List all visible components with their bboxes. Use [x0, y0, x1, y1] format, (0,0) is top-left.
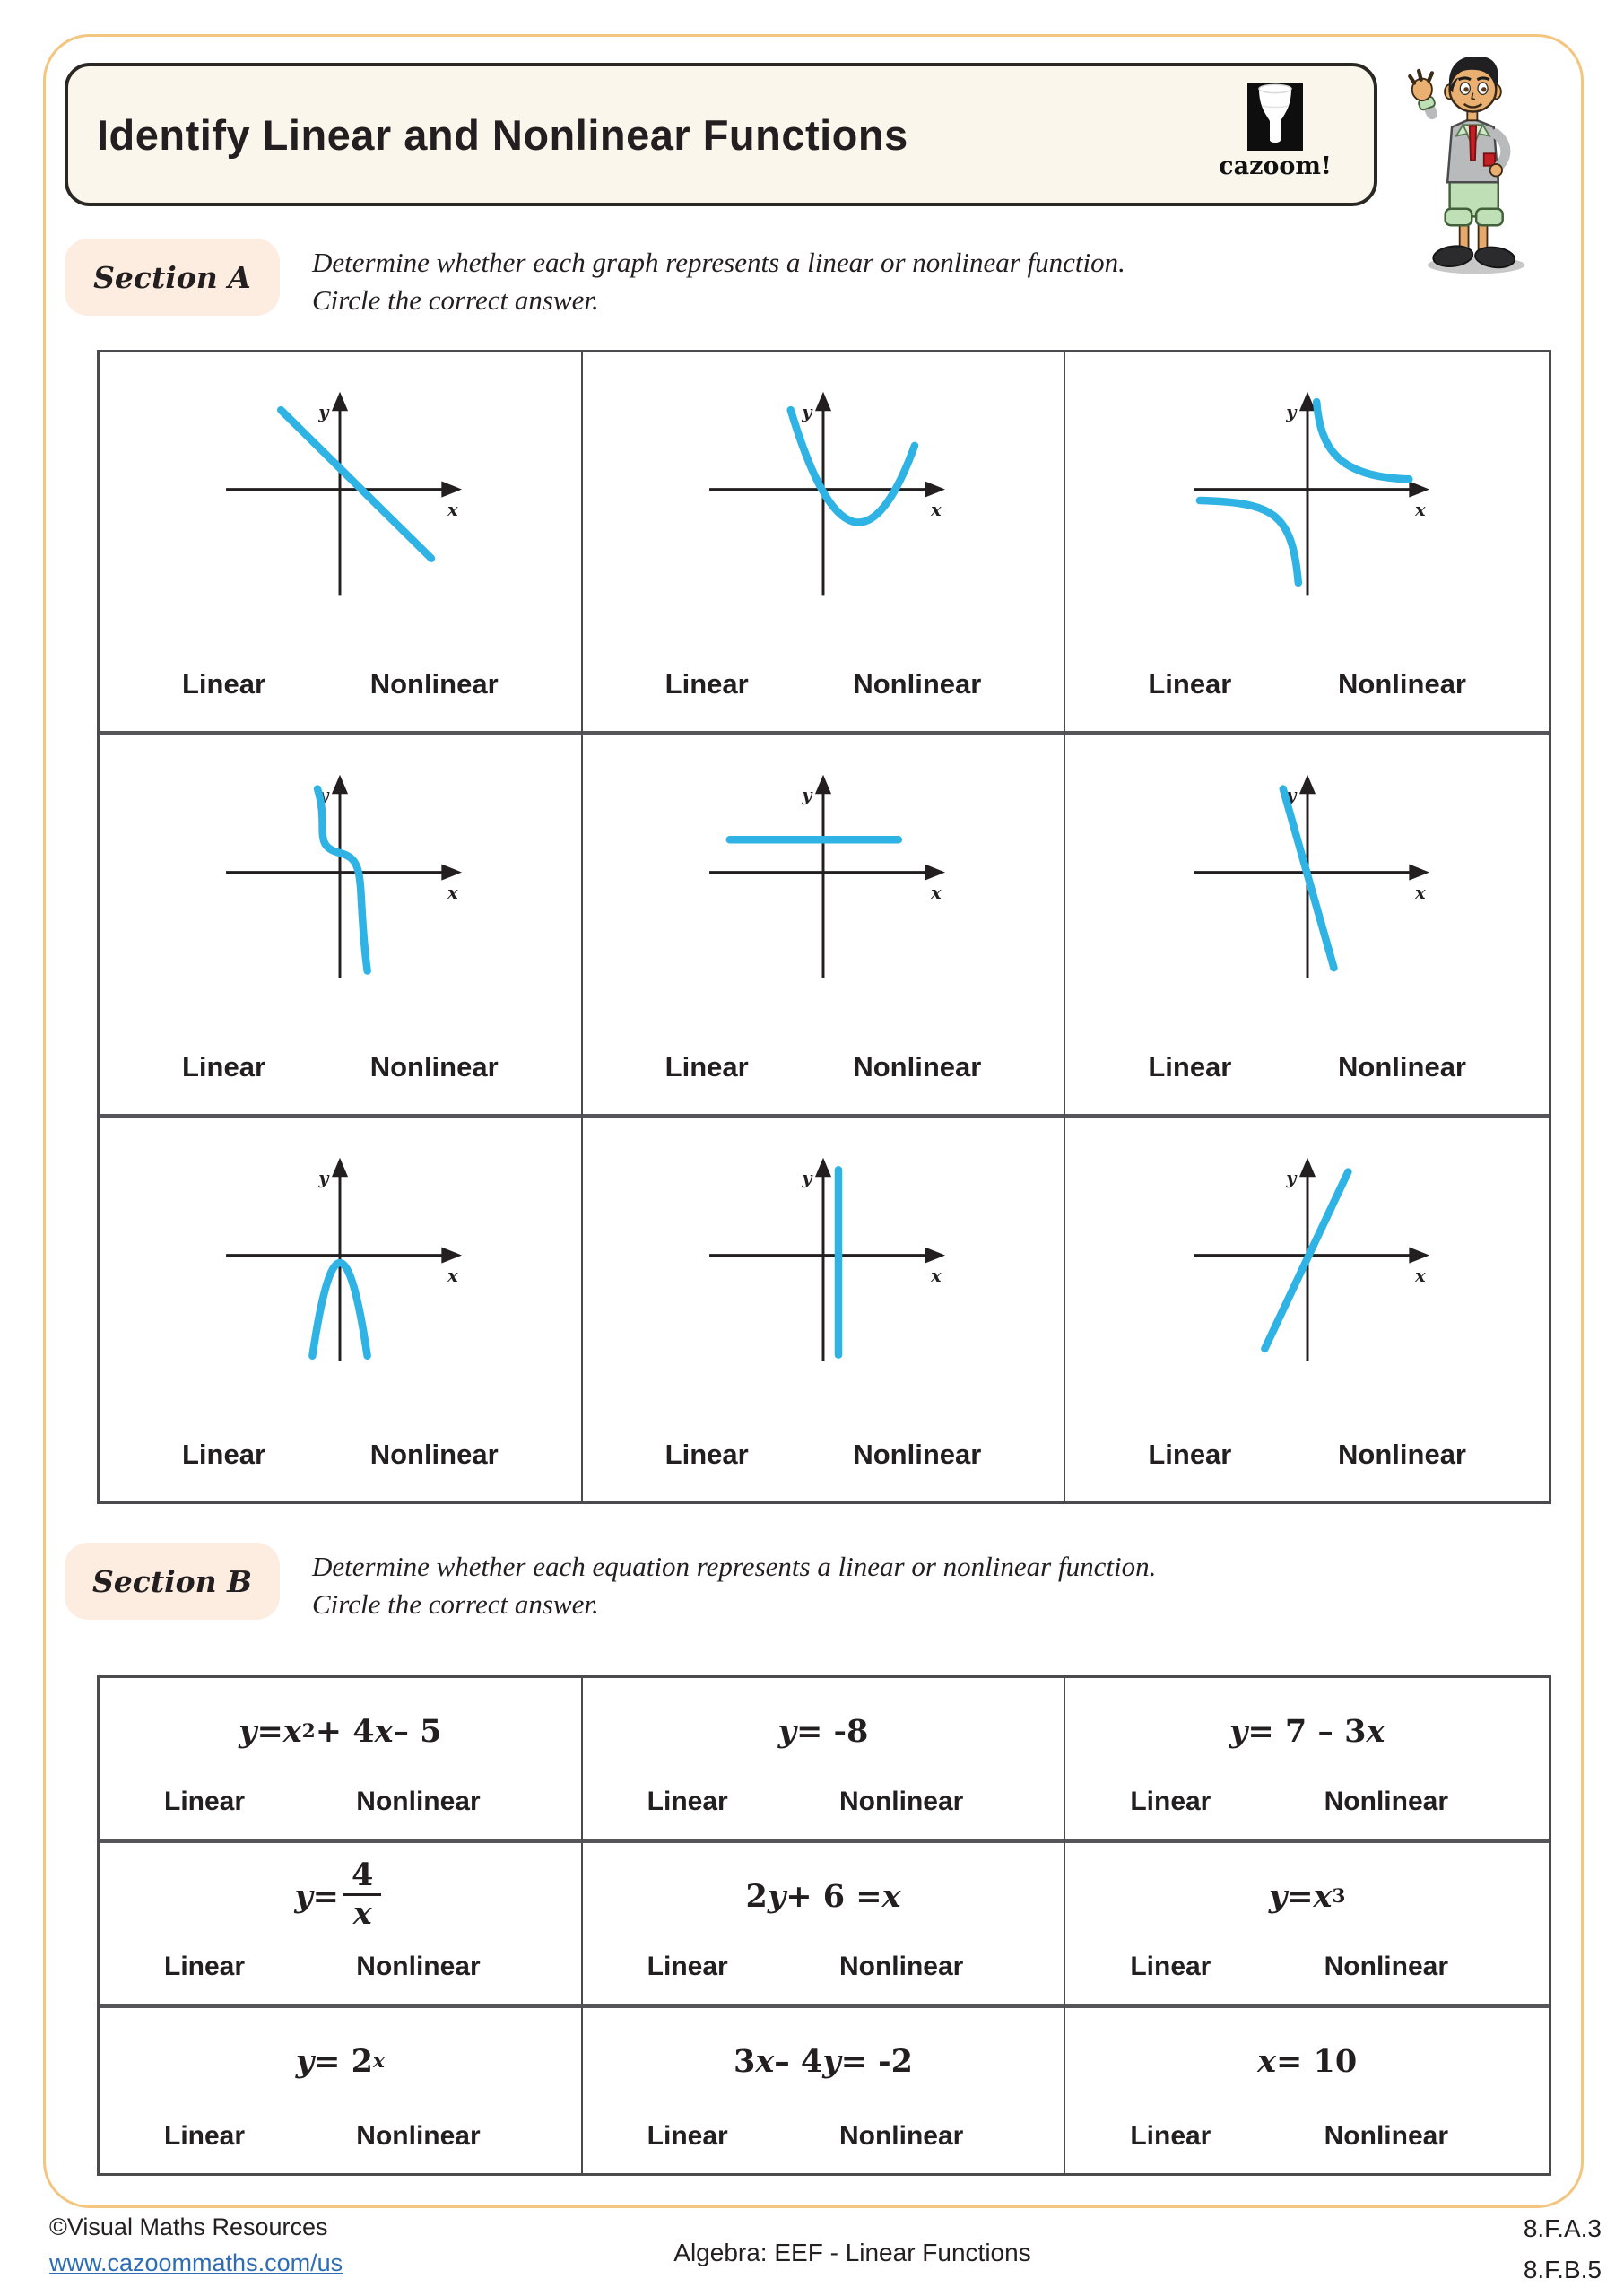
graph-plot	[671, 1145, 976, 1379]
footer-topic: Algebra: EEF - Linear Functions	[673, 2239, 1031, 2266]
option-nonlinear[interactable]: Nonlinear	[369, 1051, 499, 1083]
graph-cell-5	[583, 735, 1066, 1118]
section-a-instructions	[312, 244, 1125, 319]
answer-options	[1148, 668, 1466, 700]
option-nonlinear[interactable]: Nonlinear	[356, 1952, 481, 1981]
equation-cell-3	[1065, 1678, 1549, 1843]
answer-options	[1148, 1439, 1466, 1471]
answer-options	[182, 668, 499, 700]
graph-cell-9	[1065, 1118, 1549, 1501]
answer-options	[1130, 2121, 1448, 2152]
answer-options	[1148, 1051, 1466, 1083]
footer-attribution	[49, 2213, 343, 2277]
graph-plot	[187, 762, 492, 996]
option-linear[interactable]: Linear	[1130, 1952, 1211, 1981]
option-nonlinear[interactable]: Nonlinear	[369, 668, 499, 700]
answer-options	[164, 2121, 481, 2152]
graph-cell-3	[1065, 352, 1549, 735]
option-linear[interactable]: Linear	[182, 668, 266, 700]
option-linear[interactable]: Linear	[1148, 668, 1232, 700]
answer-options	[1130, 1952, 1448, 1982]
y-axis-label: y	[1285, 785, 1297, 806]
answer-options	[647, 2121, 964, 2152]
equation-text: 2 y + 6 = x	[745, 1877, 901, 1915]
equation-text: y = 7 – 3 x	[1229, 1712, 1385, 1750]
y-axis-label: y	[1285, 402, 1297, 423]
goblet-drum-icon	[1247, 83, 1303, 151]
equation-text: y = x 3	[1268, 1877, 1346, 1915]
x-axis-label: x	[447, 883, 458, 904]
graph-plot	[187, 1145, 492, 1379]
x-axis-label: x	[447, 500, 458, 521]
y-axis-label: y	[802, 402, 812, 423]
answer-options	[164, 1787, 481, 1817]
equation-text: y = x 2 + 4 x – 5	[239, 1712, 442, 1750]
graph-plot	[671, 762, 976, 996]
graph-cell-2	[583, 352, 1066, 735]
option-linear[interactable]: Linear	[1130, 2121, 1211, 2151]
answer-options	[647, 1787, 964, 1817]
option-linear[interactable]: Linear	[182, 1051, 266, 1083]
y-axis-label: y	[802, 785, 812, 806]
function-curve	[282, 410, 432, 558]
section-a-label	[65, 239, 280, 316]
option-nonlinear[interactable]: Nonlinear	[853, 1051, 982, 1083]
equation-text: y = $\frac{4}{x}$	[100, 1843, 581, 1949]
graph-plot	[671, 379, 976, 613]
x-axis-label: x	[931, 1265, 942, 1287]
answer-options	[1130, 1787, 1448, 1817]
instruction-line: Determine whether each graph represents a linear or nonlinear function.	[312, 247, 1125, 278]
y-axis-label: y	[802, 1168, 812, 1189]
standard-code: 8.F.A.3	[1523, 2214, 1602, 2242]
answer-options	[182, 1439, 499, 1471]
equation-text: x = 10	[1257, 2042, 1358, 2080]
option-linear[interactable]: Linear	[664, 668, 749, 700]
option-linear[interactable]: Linear	[647, 1787, 728, 1816]
equation-text: y = -8	[777, 1712, 869, 1750]
option-nonlinear[interactable]: Nonlinear	[1324, 2121, 1448, 2151]
option-nonlinear[interactable]: Nonlinear	[1338, 1051, 1466, 1083]
standard-code: 8.F.B.5	[1523, 2256, 1602, 2283]
equation-cell-8	[583, 2008, 1066, 2173]
x-axis-label: x	[1414, 883, 1426, 904]
section-b-instructions	[312, 1548, 1156, 1623]
option-nonlinear[interactable]: Nonlinear	[838, 1952, 964, 1981]
mascot-illustration	[1399, 56, 1542, 278]
option-linear[interactable]: Linear	[647, 2121, 728, 2151]
function-curve	[317, 789, 368, 971]
graph-plot	[1155, 379, 1460, 613]
page-title: Identify Linear and Nonlinear Functions	[97, 110, 908, 159]
section-a-label-text: Section A	[93, 259, 251, 295]
graph-cell-7	[100, 1118, 583, 1501]
x-axis-label: x	[931, 883, 942, 904]
section-b-label-text: Section B	[91, 1563, 253, 1599]
section-b-label	[65, 1543, 280, 1620]
graph-cell-8	[583, 1118, 1066, 1501]
option-linear[interactable]: Linear	[1148, 1051, 1232, 1083]
x-axis-label: x	[931, 500, 942, 521]
x-axis-label: x	[1414, 1265, 1426, 1287]
y-axis-label: y	[318, 1168, 329, 1189]
logo-wordmark: cazoom!	[1219, 152, 1332, 180]
option-linear[interactable]: Linear	[664, 1051, 749, 1083]
option-nonlinear[interactable]: Nonlinear	[853, 668, 982, 700]
answer-options	[647, 1952, 964, 1982]
y-axis-label: y	[1285, 1168, 1297, 1189]
option-linear[interactable]: Linear	[664, 1439, 749, 1470]
y-axis-label: y	[318, 402, 329, 423]
answer-options	[665, 1051, 982, 1083]
equation-text: 3 x – 4 y = -2	[733, 2042, 913, 2080]
graph-cell-1	[100, 352, 583, 735]
footer-link[interactable]: www.cazoommaths.com/us	[49, 2249, 343, 2276]
equation-cell-7	[100, 2008, 583, 2173]
option-linear[interactable]: Linear	[164, 2121, 246, 2151]
graph-plot	[1155, 1145, 1460, 1379]
option-linear[interactable]: Linear	[647, 1952, 728, 1981]
function-curve	[1200, 402, 1409, 583]
option-linear[interactable]: Linear	[1130, 1787, 1211, 1816]
x-axis-label: x	[1414, 500, 1426, 521]
option-nonlinear[interactable]: Nonlinear	[1338, 668, 1466, 700]
answer-options	[164, 1952, 481, 1982]
answer-options	[665, 668, 982, 700]
option-nonlinear[interactable]: Nonlinear	[356, 2121, 481, 2151]
standards-codes	[1524, 2208, 1602, 2291]
graph-plot	[187, 379, 492, 613]
y-axis-label: y	[318, 785, 329, 806]
instruction-line: Circle the correct answer.	[312, 1588, 599, 1620]
equation-cell-2	[583, 1678, 1066, 1843]
section-b-equation-grid	[97, 1675, 1551, 2176]
option-nonlinear[interactable]: Nonlinear	[369, 1439, 499, 1470]
instruction-line: Circle the correct answer.	[312, 284, 599, 316]
equation-text: y = 2 x	[295, 2042, 385, 2080]
answer-options	[665, 1439, 982, 1471]
option-nonlinear[interactable]: Nonlinear	[838, 1787, 964, 1816]
option-nonlinear[interactable]: Nonlinear	[838, 2121, 964, 2151]
instruction-line: Determine whether each equation represents a linear or nonlinear function.	[312, 1551, 1157, 1582]
x-axis-label: x	[447, 1265, 458, 1287]
graph-cell-4	[100, 735, 583, 1118]
option-linear[interactable]: Linear	[1148, 1439, 1232, 1470]
answer-options	[182, 1051, 499, 1083]
title-box	[65, 63, 1377, 206]
equation-cell-6	[1065, 1843, 1549, 2008]
equation-cell-1	[100, 1678, 583, 1843]
option-nonlinear[interactable]: Nonlinear	[1338, 1439, 1466, 1470]
equation-cell-5	[583, 1843, 1066, 2008]
option-linear[interactable]: Linear	[164, 1952, 246, 1981]
option-nonlinear[interactable]: Nonlinear	[356, 1787, 481, 1816]
option-nonlinear[interactable]: Nonlinear	[1324, 1952, 1448, 1981]
equation-cell-9	[1065, 2008, 1549, 2173]
copyright-text: ©Visual Maths Resources	[49, 2213, 328, 2240]
function-curve	[791, 410, 915, 522]
equation-cell-4	[100, 1843, 583, 2008]
option-linear[interactable]: Linear	[164, 1787, 246, 1816]
option-nonlinear[interactable]: Nonlinear	[1324, 1787, 1448, 1816]
graph-cell-6	[1065, 735, 1549, 1118]
cazoom-logo	[1203, 83, 1347, 188]
graph-plot	[1155, 762, 1460, 996]
option-linear[interactable]: Linear	[182, 1439, 266, 1470]
option-nonlinear[interactable]: Nonlinear	[853, 1439, 982, 1470]
section-a-graph-grid	[97, 350, 1551, 1504]
